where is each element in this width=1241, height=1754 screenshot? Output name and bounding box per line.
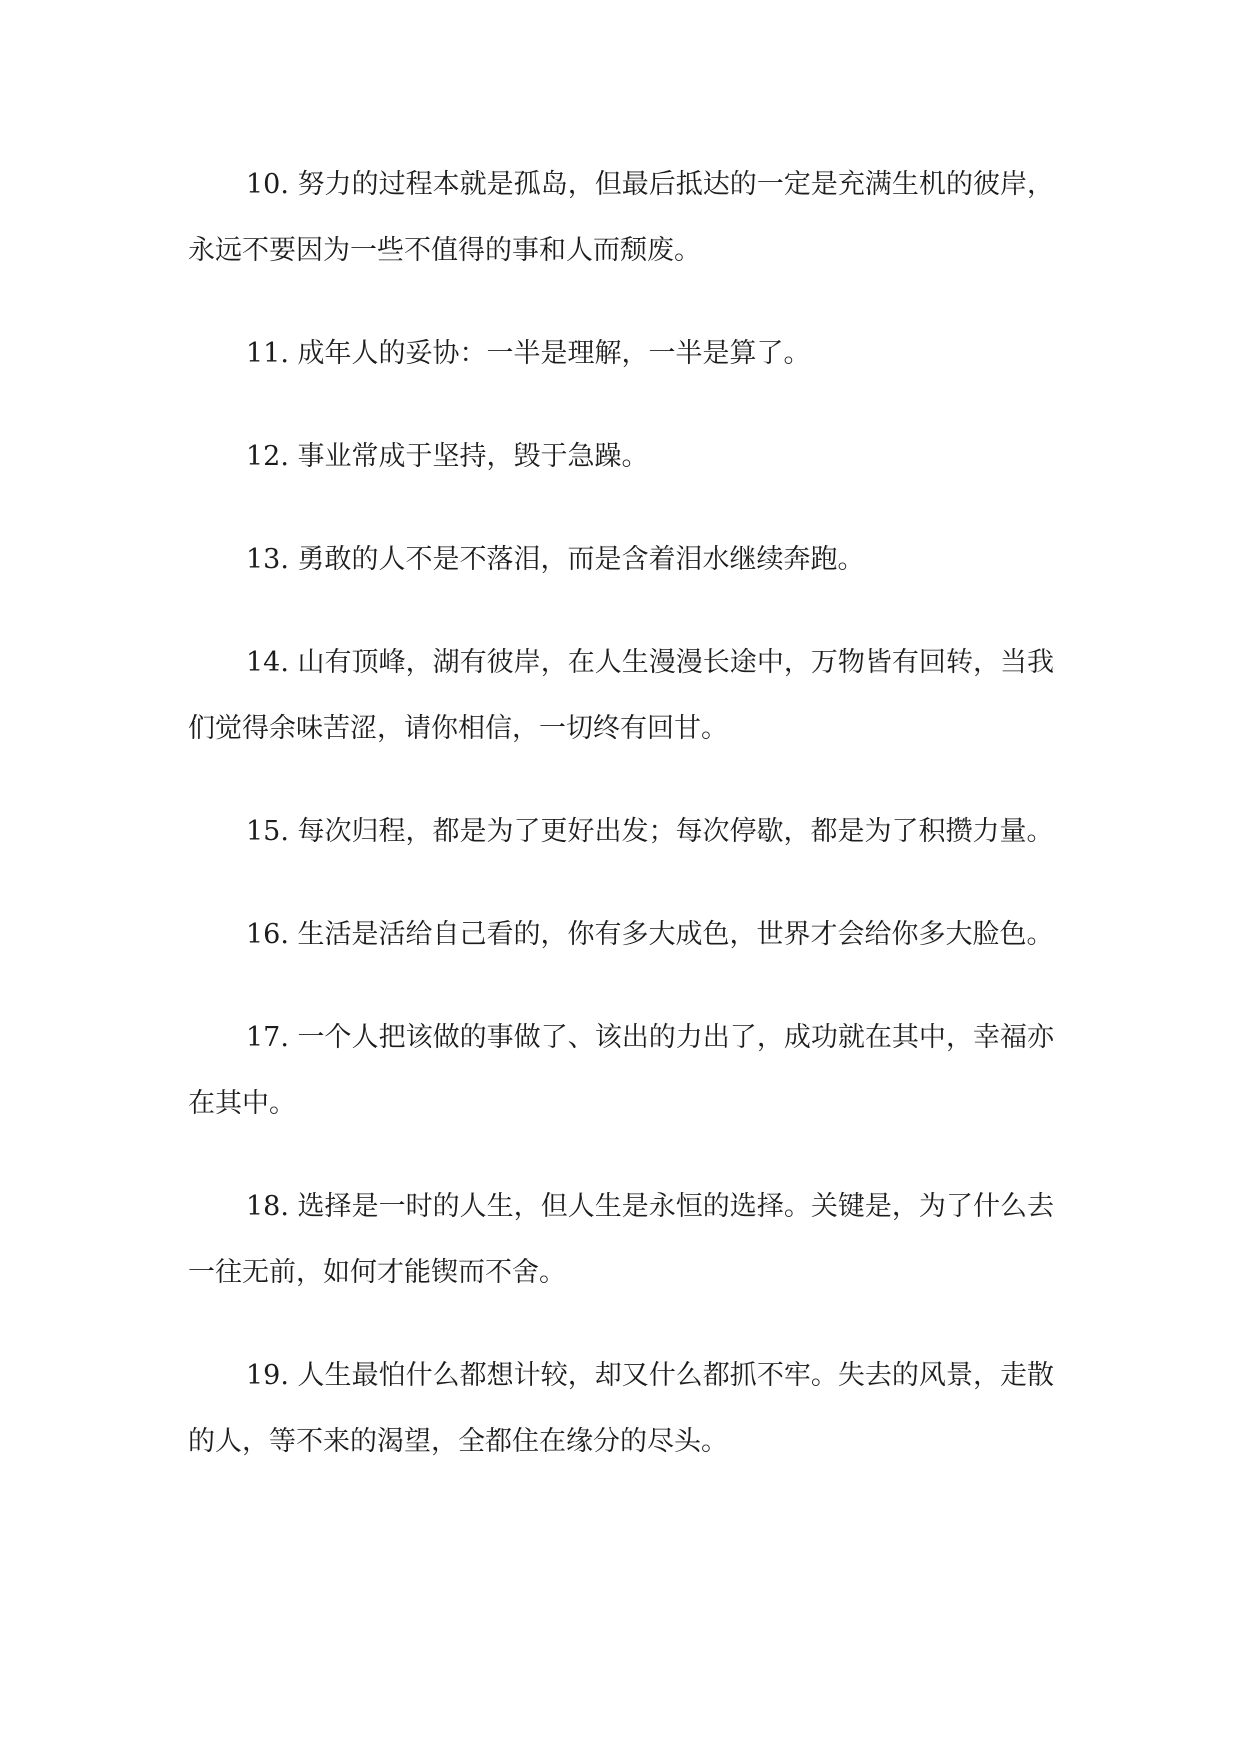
document-body bbox=[188, 152, 1054, 1512]
paragraph-16: 16. 生活是活给自己看的，你有多大成色，世界才会给你多大脸色。 bbox=[246, 919, 1054, 950]
paragraph-19: 19. 人生最怕什么都想计较，却又什么都抓不牢。失去的风景，走散的人，等不来的渴望，全都住在缘分的尽头。 bbox=[188, 1360, 1054, 1457]
paragraph-11: 11. 成年人的妥协：一半是理解，一半是算了。 bbox=[246, 338, 811, 369]
paragraph-15: 15. 每次归程，都是为了更好出发；每次停歇，都是为了积攒力量。 bbox=[246, 816, 1054, 847]
paragraph-18: 18. 选择是一时的人生，但人生是永恒的选择。关键是，为了什么去一往无前，如何才能锲而不舍。 bbox=[188, 1191, 1054, 1288]
paragraph-12: 12. 事业常成于坚持，毁于急躁。 bbox=[246, 441, 649, 472]
paragraph-17: 17. 一个人把该做的事做了、该出的力出了，成功就在其中，幸福亦在其中。 bbox=[188, 1022, 1054, 1119]
paragraph-14: 14. 山有顶峰，湖有彼岸，在人生漫漫长途中，万物皆有回转，当我们觉得余味苦涩，请你相信，一切终有回甘。 bbox=[188, 647, 1054, 744]
paragraph-10: 10. 努力的过程本就是孤岛，但最后抵达的一定是充满生机的彼岸，永远不要因为一些不值得的事和人而颓废。 bbox=[188, 169, 1054, 266]
paragraph-13: 13. 勇敢的人不是不落泪，而是含着泪水继续奔跑。 bbox=[246, 544, 865, 575]
